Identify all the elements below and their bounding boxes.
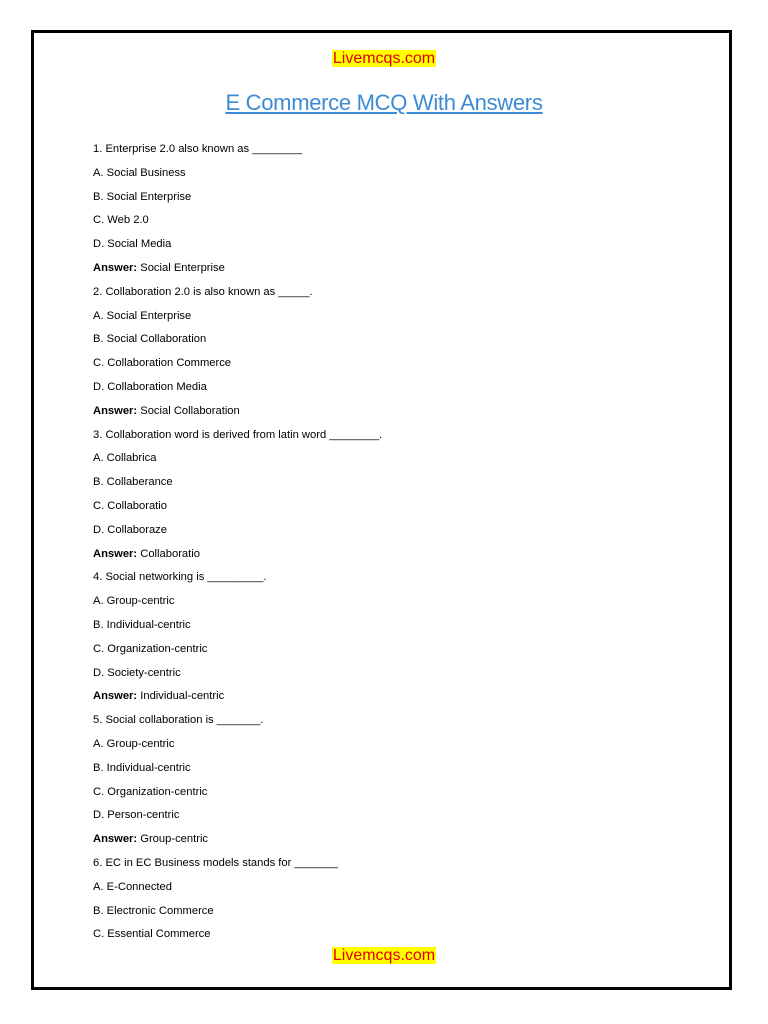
question-text: 5. Social collaboration is _______. bbox=[93, 714, 264, 727]
option-text: A. Group-centric bbox=[93, 595, 175, 608]
option-text: B. Individual-centric bbox=[93, 618, 191, 631]
option-text: B. Individual-centric bbox=[93, 761, 191, 774]
question-text: 6. EC in EC Business models stands for _______ bbox=[93, 856, 339, 869]
answer-label: Answer: bbox=[93, 404, 138, 417]
option-text: C. Essential Commerce bbox=[93, 928, 211, 941]
option-text: B. Social Enterprise bbox=[93, 190, 192, 203]
site-footer bbox=[0, 947, 768, 965]
option-text: B. Social Collaboration bbox=[93, 333, 207, 346]
option-text: A. Social Enterprise bbox=[93, 309, 192, 322]
answer-value: Social Enterprise bbox=[140, 261, 225, 274]
question-text: 2. Collaboration 2.0 is also known as _____. bbox=[93, 285, 313, 298]
mcq-list bbox=[93, 143, 693, 952]
answer-line bbox=[93, 548, 693, 572]
page-title: E Commerce MCQ With Answers bbox=[225, 90, 543, 115]
option-text: C. Collaboration Commerce bbox=[93, 357, 232, 370]
option-text: A. E-Connected bbox=[93, 880, 172, 893]
answer-value: Collaboratio bbox=[140, 547, 200, 560]
answer-value: Group-centric bbox=[140, 833, 209, 846]
option-text: A. Collabrica bbox=[93, 452, 157, 465]
question-text: 4. Social networking is _________. bbox=[93, 571, 267, 584]
option-text: C. Organization-centric bbox=[93, 785, 208, 798]
option-text: D. Society-centric bbox=[93, 666, 181, 679]
question-text: 3. Collaboration word is derived from latin word ________. bbox=[93, 428, 383, 441]
answer-label: Answer: bbox=[93, 833, 138, 846]
answer-label: Answer: bbox=[93, 261, 138, 274]
answer-value: Social Collaboration bbox=[140, 404, 240, 417]
option-text: D. Social Media bbox=[93, 238, 172, 251]
option-text: C. Web 2.0 bbox=[93, 214, 149, 227]
option-text: D. Collaboration Media bbox=[93, 380, 207, 393]
answer-line bbox=[93, 690, 693, 714]
site-link[interactable]: Livemcqs.com bbox=[332, 947, 436, 964]
question-text: 1. Enterprise 2.0 also known as ________ bbox=[93, 143, 302, 155]
answer-value: Individual-centric bbox=[140, 690, 225, 703]
answer-line bbox=[93, 833, 693, 857]
option-text: A. Group-centric bbox=[93, 737, 175, 750]
option-text: D. Person-centric bbox=[93, 809, 180, 822]
site-link[interactable]: Livemcqs.com bbox=[332, 50, 436, 67]
option-text: B. Collaberance bbox=[93, 476, 173, 489]
option-text: C. Collaboratio bbox=[93, 499, 167, 512]
answer-label: Answer: bbox=[93, 690, 138, 703]
option-text: B. Electronic Commerce bbox=[93, 904, 214, 917]
answer-line bbox=[93, 262, 693, 286]
option-text: A. Social Business bbox=[93, 166, 186, 179]
option-text: D. Collaboraze bbox=[93, 523, 167, 536]
answer-label: Answer: bbox=[93, 547, 138, 560]
site-header bbox=[0, 50, 768, 68]
answer-line bbox=[93, 405, 693, 429]
option-text: C. Organization-centric bbox=[93, 642, 208, 655]
